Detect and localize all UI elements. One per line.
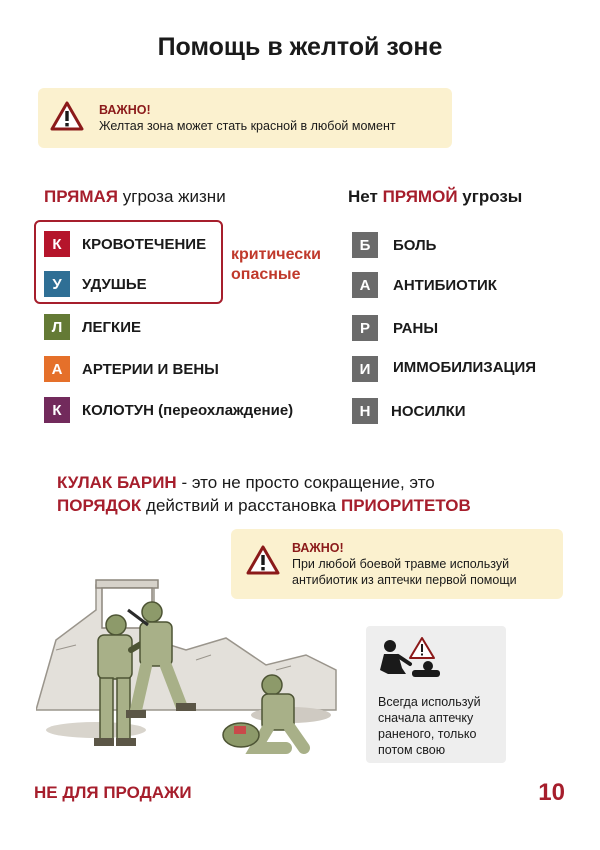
heading-prefix: Нет bbox=[348, 187, 378, 206]
warning-text-line2: антибиотик из аптечки первой помощи bbox=[292, 573, 517, 587]
letter-badge: А bbox=[44, 356, 70, 382]
kulak-barin-line1: КУЛАК БАРИН - это не просто сокращение, это bbox=[57, 473, 435, 492]
list-item bbox=[44, 356, 70, 382]
critical-label: критически опасные bbox=[231, 246, 322, 283]
page-title: Помощь в желтой зоне bbox=[157, 33, 443, 61]
letter-badge: Б bbox=[352, 232, 378, 258]
warning-title: ВАЖНО! bbox=[99, 103, 151, 117]
warning-text-line1: При любой боевой травме используй bbox=[292, 557, 510, 571]
warning-triangle-icon bbox=[50, 100, 84, 132]
item-label: НОСИЛКИ bbox=[391, 403, 466, 420]
item-label: БОЛЬ bbox=[393, 237, 437, 254]
list-item bbox=[44, 271, 70, 297]
item-label: ЛЕГКИЕ bbox=[82, 319, 141, 336]
list-item bbox=[44, 231, 70, 257]
letter-badge: У bbox=[44, 271, 70, 297]
heading-rest: угроза жизни bbox=[122, 187, 226, 206]
warning-title: ВАЖНО! bbox=[292, 541, 344, 555]
item-label: КРОВОТЕЧЕНИЕ bbox=[82, 236, 207, 253]
page-number: 10 bbox=[538, 779, 565, 806]
list-item bbox=[352, 272, 378, 298]
letter-badge: Р bbox=[352, 315, 378, 341]
first-aid-helper-icon bbox=[376, 634, 442, 680]
item-label: УДУШЬЕ bbox=[82, 276, 147, 293]
list-item bbox=[352, 232, 378, 258]
item-label: ИММОБИЛИЗАЦИЯ bbox=[393, 359, 537, 376]
warning-text: Желтая зона может стать красной в любой момент bbox=[99, 119, 396, 133]
item-label: КОЛОТУН (переохлаждение) bbox=[82, 402, 294, 419]
letter-badge: И bbox=[352, 356, 378, 382]
list-item bbox=[352, 356, 378, 382]
right-column-heading bbox=[348, 187, 522, 207]
warning-banner-top bbox=[38, 88, 452, 148]
item-label: АНТИБИОТИК bbox=[393, 277, 497, 294]
list-item bbox=[352, 315, 378, 341]
item-label: АРТЕРИИ И ВЕНЫ bbox=[82, 361, 219, 378]
list-item bbox=[352, 398, 378, 424]
letter-badge: Н bbox=[352, 398, 378, 424]
letter-badge: К bbox=[44, 397, 70, 423]
letter-badge: К bbox=[44, 231, 70, 257]
heading-emphasis: ПРЯМОЙ bbox=[382, 187, 458, 206]
kulak-barin-line2: ПОРЯДОК действий и расстановка ПРИОРИТЕТОВ bbox=[57, 496, 471, 515]
left-column-heading bbox=[44, 187, 226, 207]
item-label: РАНЫ bbox=[393, 320, 439, 337]
heading-emphasis: ПРЯМАЯ bbox=[44, 187, 119, 206]
letter-badge: Л bbox=[44, 314, 70, 340]
tip-box bbox=[366, 626, 506, 763]
letter-badge: А bbox=[352, 272, 378, 298]
tip-text: Всегда используй сначала аптечку раненого, только потом свою bbox=[378, 695, 481, 757]
soldiers-illustration bbox=[36, 570, 356, 760]
heading-rest: угрозы bbox=[462, 187, 523, 206]
footer-not-for-sale: НЕ ДЛЯ ПРОДАЖИ bbox=[34, 783, 192, 802]
list-item bbox=[44, 314, 70, 340]
list-item bbox=[44, 397, 70, 423]
